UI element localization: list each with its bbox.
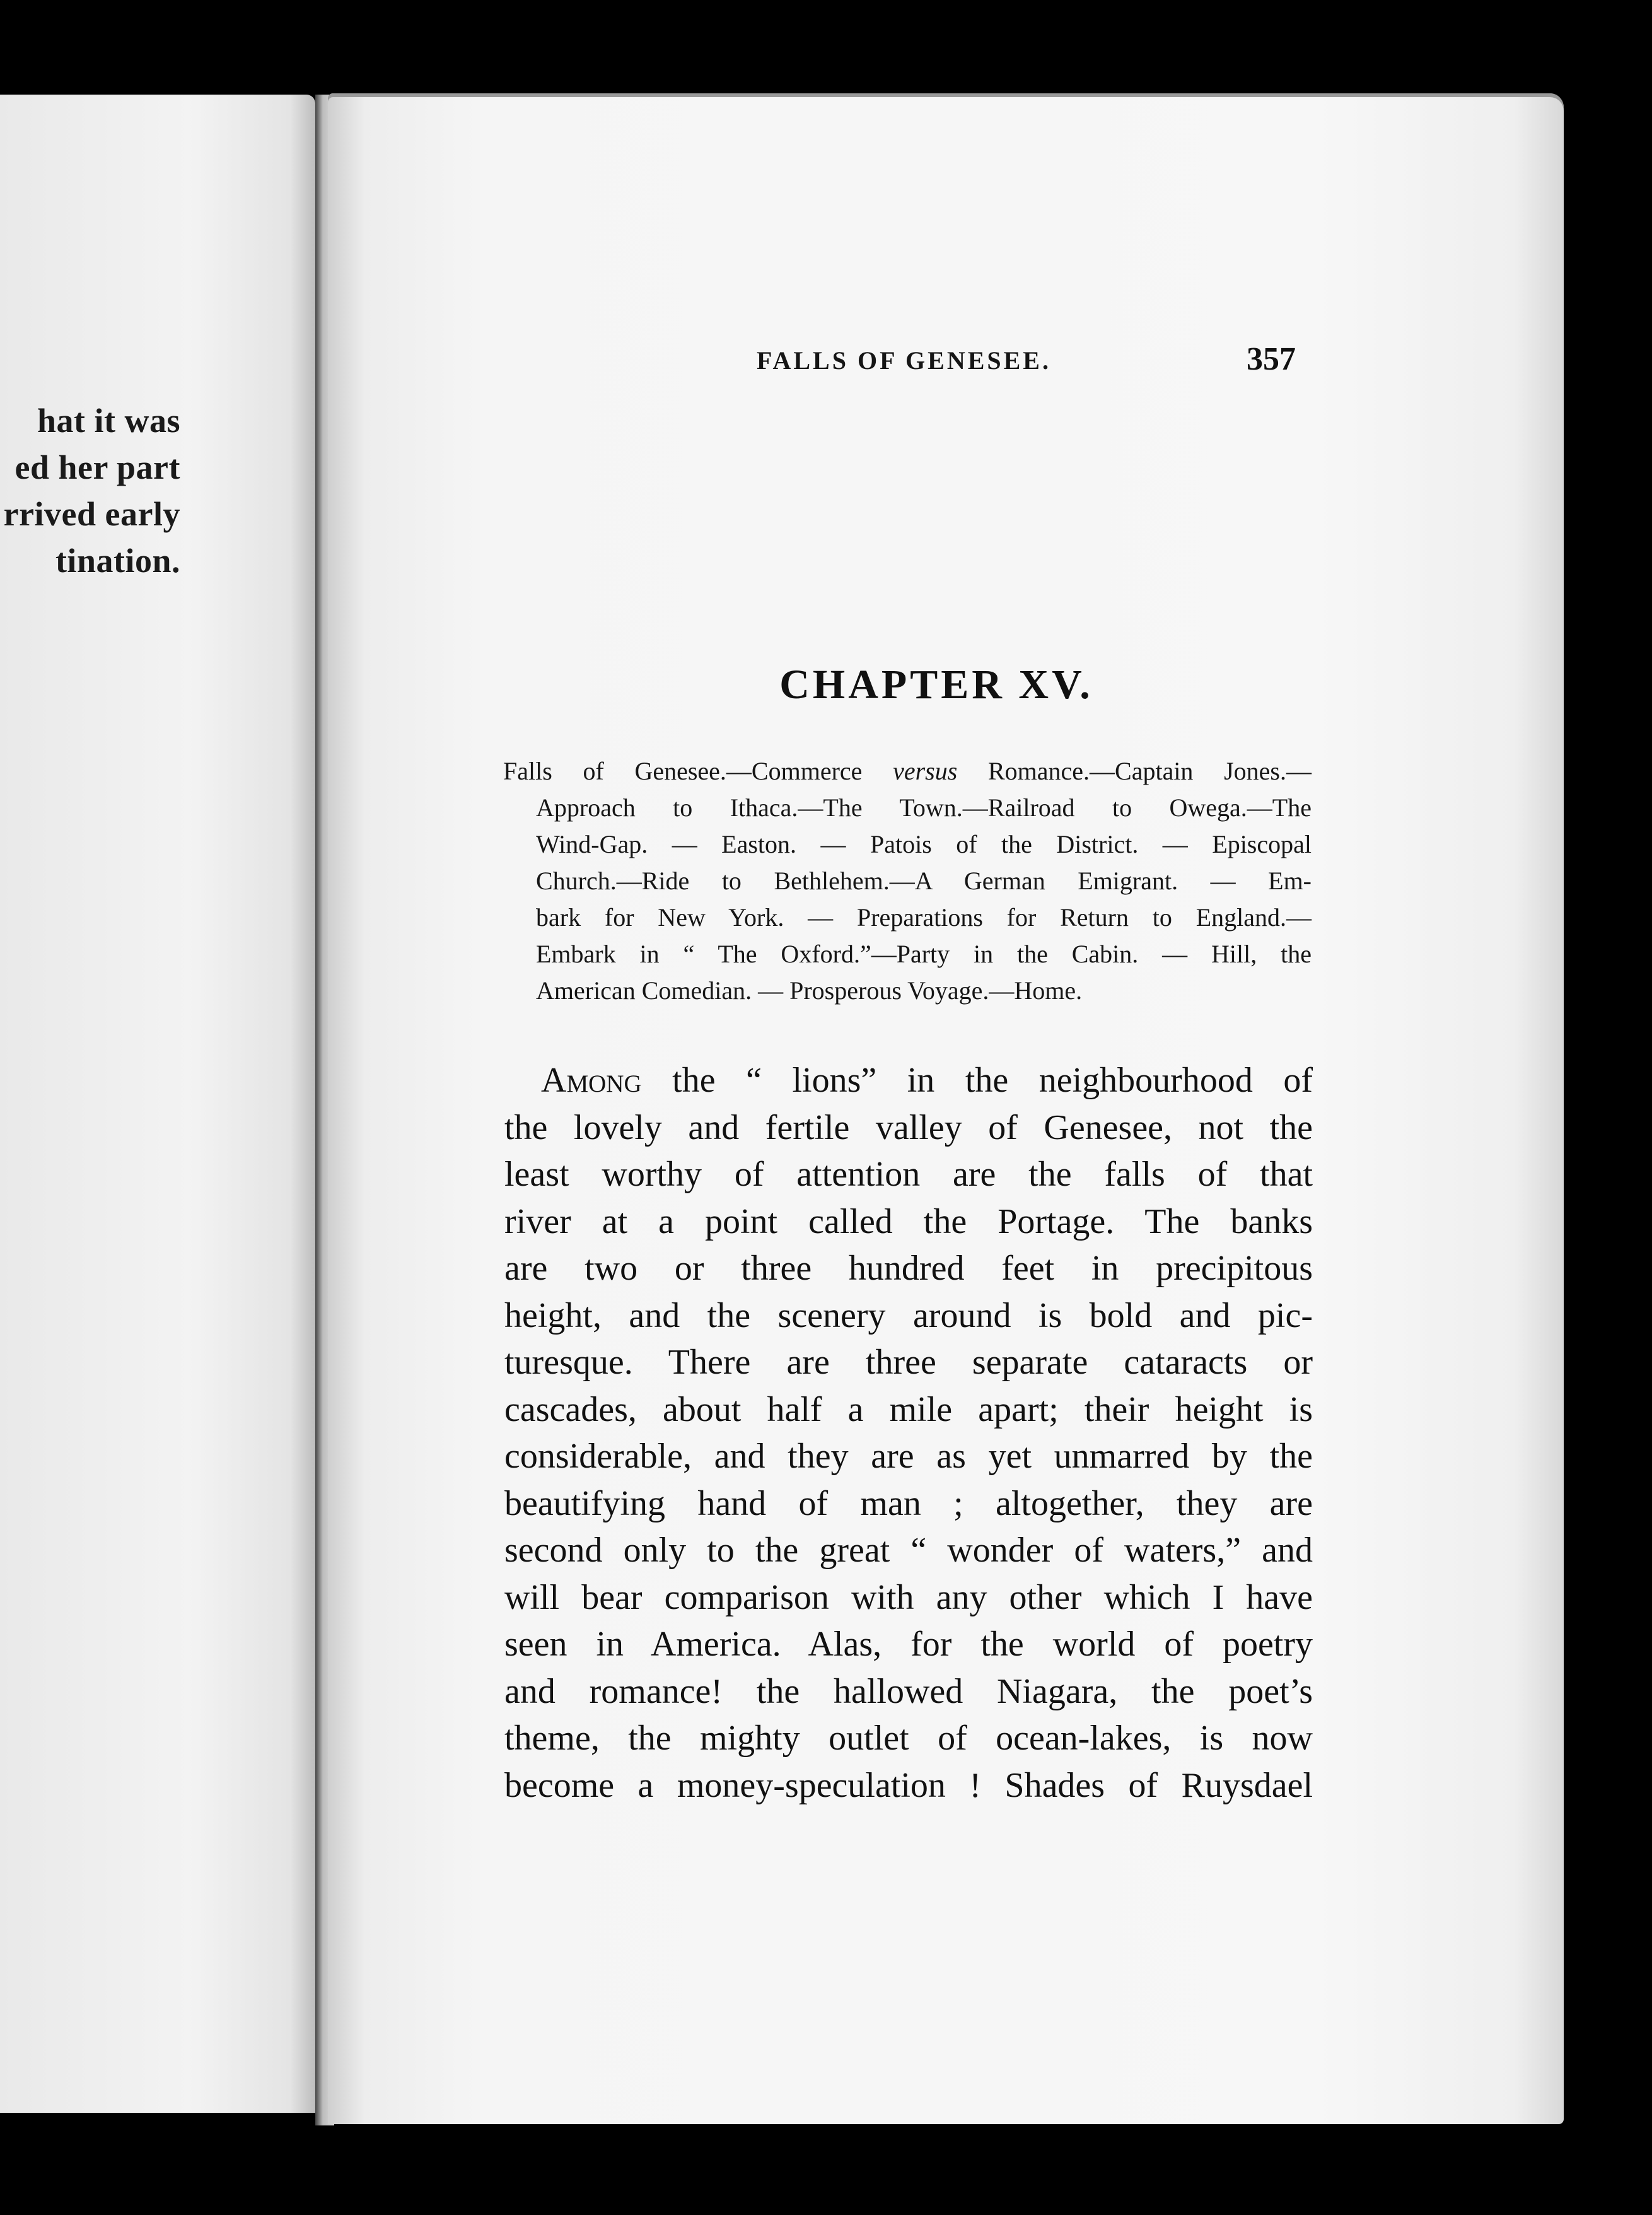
chapter-synopsis xyxy=(503,753,1312,1009)
synopsis-line: Church.—Ride to Bethlehem.—A German Emigrant. — Em- xyxy=(536,867,1312,895)
chapter-title: CHAPTER XV. xyxy=(779,662,1093,708)
body-line xyxy=(504,1057,1313,1104)
synopsis-italic-word: versus xyxy=(893,757,958,785)
body-line: height, and the scenery around is bold and pic- xyxy=(504,1295,1313,1335)
body-line: beautifying hand of man ; altogether, they are xyxy=(504,1483,1313,1523)
synopsis-line: Approach to Ithaca.—The Town.—Railroad to Owega.—The xyxy=(536,793,1312,822)
right-page xyxy=(328,93,1564,2124)
body-line-rest: the “ lions” in the neighbourhood of xyxy=(641,1061,1313,1100)
body-line: least worthy of attention are the falls of that xyxy=(504,1155,1313,1194)
running-head: FALLS OF GENESEE. xyxy=(757,346,1051,375)
synopsis-line: Falls of Genesee.—Commerce versus Romance.—Captain Jones.— xyxy=(503,757,1312,785)
body-line: the lovely and fertile valley of Genesee, not the xyxy=(504,1108,1313,1147)
body-line: are two or three hundred feet in precipitous xyxy=(504,1249,1313,1288)
body-line: second only to the great “ wonder of waters,” and xyxy=(504,1531,1313,1570)
body-line: become a money-speculation ! Shades of Ruysdael xyxy=(504,1765,1313,1805)
body-paragraph xyxy=(504,1057,1313,1809)
body-line: theme, the mighty outlet of ocean-lakes, is now xyxy=(504,1719,1313,1758)
synopsis-line: American Comedian. — Prosperous Voyage.—Home. xyxy=(536,976,1083,1005)
body-line: considerable, and they are as yet unmarred by the xyxy=(504,1437,1313,1476)
body-line: river at a point called the Portage. The banks xyxy=(504,1201,1313,1241)
body-line: turesque. There are three separate cataracts or xyxy=(504,1343,1313,1382)
synopsis-line: Embark in “ The Oxford.”—Party in the Cabin. — Hill, the xyxy=(536,940,1312,968)
body-line: will bear comparison with any other which I have xyxy=(504,1577,1313,1617)
left-facing-page: hat it was ed her part rrived early tination. xyxy=(0,95,315,2113)
body-line: and romance! the hallowed Niagara, the poet’s xyxy=(504,1671,1313,1711)
synopsis-line: Wind-Gap. — Easton. — Patois of the District. — Episcopal xyxy=(536,830,1312,858)
synopsis-line: bark for New York. — Preparations for Return to England.— xyxy=(536,903,1312,932)
body-line: cascades, about half a mile apart; their height is xyxy=(504,1389,1313,1429)
page-number: 357 xyxy=(1247,341,1296,377)
body-line: seen in America. Alas, for the world of poetry xyxy=(504,1625,1313,1664)
opening-word: Among xyxy=(541,1061,642,1100)
